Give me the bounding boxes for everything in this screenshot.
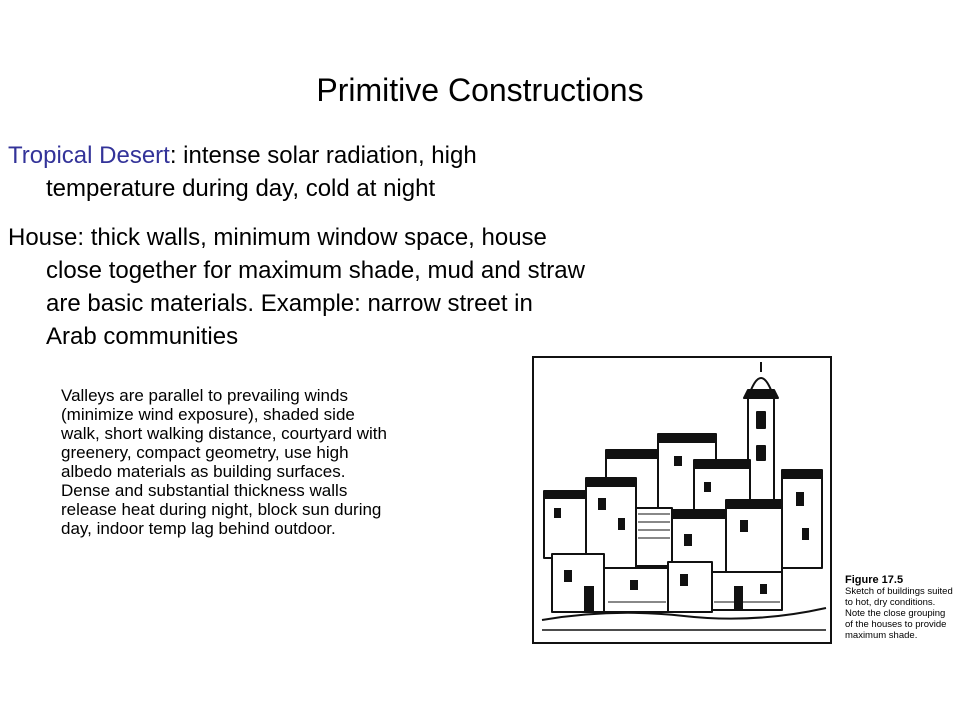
tropical-desert-paragraph bbox=[8, 139, 798, 205]
design-note bbox=[61, 386, 521, 538]
caption-line: Note the close grouping bbox=[845, 608, 946, 619]
tropical-desert-label: Tropical Desert bbox=[8, 142, 170, 169]
tropical-desert-text: : intense solar radiation, high bbox=[169, 142, 477, 169]
paragraph-line: House: thick walls, minimum window space, house bbox=[8, 224, 547, 251]
paragraph-line: Arab communities bbox=[46, 323, 239, 350]
note-line: albedo materials as building surfaces. bbox=[61, 462, 346, 481]
caption-line: maximum shade. bbox=[845, 630, 918, 641]
paragraph-line: temperature during day, cold at night bbox=[46, 175, 436, 202]
figure-caption bbox=[845, 574, 957, 641]
note-line: Dense and substantial thickness walls bbox=[61, 481, 348, 500]
caption-line: to hot, dry conditions. bbox=[845, 597, 936, 608]
note-line: release heat during night, block sun during bbox=[61, 500, 382, 519]
note-line: day, indoor temp lag behind outdoor. bbox=[61, 519, 336, 538]
note-line: Valleys are parallel to prevailing winds bbox=[61, 386, 348, 405]
slide-title bbox=[0, 70, 960, 110]
note-line: (minimize wind exposure), shaded side bbox=[61, 405, 355, 424]
note-line: greenery, compact geometry, use high bbox=[61, 443, 349, 462]
caption-line: of the houses to provide bbox=[845, 619, 947, 630]
paragraph-line: are basic materials. Example: narrow street in bbox=[46, 290, 533, 317]
slide-title-text: Primitive Constructions bbox=[316, 72, 644, 108]
desert-buildings-sketch bbox=[532, 356, 832, 644]
house-paragraph bbox=[8, 221, 798, 353]
note-line: walk, short walking distance, courtyard with bbox=[61, 424, 387, 443]
caption-line: Sketch of buildings suited bbox=[845, 586, 953, 597]
paragraph-line: close together for maximum shade, mud and straw bbox=[46, 257, 585, 284]
figure-caption-title: Figure 17.5 bbox=[845, 574, 904, 586]
paragraph-line bbox=[8, 139, 798, 172]
buildings-sketch-drawing bbox=[534, 358, 830, 642]
